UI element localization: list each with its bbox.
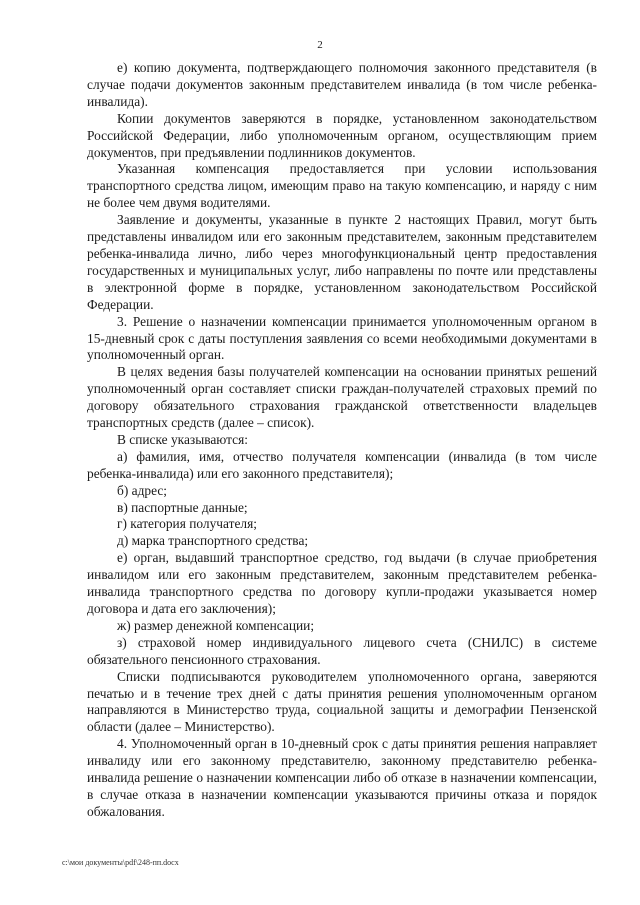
list-item: г) категория получателя; — [117, 516, 257, 532]
page-number: 2 — [317, 39, 323, 51]
paragraph: Копии документов заверяются в порядке, установленном законодательством Российской Федерации, либо уполномоченным органом, осуществляющим прием документов, при предъявлении подлинников документов. — [87, 110, 597, 160]
list-item: а) фамилия, имя, отчество получателя компенсации (инвалида (в том числе ребенка-инвалида) или его законного представителя); — [87, 448, 597, 481]
document-body — [87, 60, 597, 821]
list-item: ж) размер денежной компенсации; — [117, 617, 315, 633]
paragraph: Списки подписываются руководителем уполномоченного органа, заверяются печатью и в течение трех дней с даты принятия решения уполномоченным органом направляются в Министерство труда, социальной защиты и демографии Пензенской области (далее – Министерство). — [87, 668, 597, 735]
paragraph: 4. Уполномоченный орган в 10-дневный срок с даты принятия решения направляет инвалиду или его законному представителю, законному представителю ребенка-инвалида решение о назначении компенсации либо об отказе в назначении компенсации, в случае отказа в назначении компенсации указываются причины отказа и порядок обжалования. — [87, 736, 597, 819]
paragraph: В списке указываются: — [117, 431, 248, 447]
list-item: б) адрес; — [117, 482, 168, 498]
list-item: д) марка транспортного средства; — [117, 533, 309, 549]
paragraph: е) копию документа, подтверждающего полномочия законного представителя (в случае подачи документов законным представителем инвалида (в том числе ребенка-инвалида). — [87, 60, 597, 109]
paragraph: Заявление и документы, указанные в пункте 2 настоящих Правил, могут быть представлены инвалидом или его законным представителем, законным представителем ребенка-инвалида лично, либо через многофункциональный центр предоставления государственных и муниципальных услуг, либо направлены по почте или представлены в электронной форме в порядке, установленном законодательством Российской Федерации. — [87, 212, 597, 312]
paragraph: В целях ведения базы получателей компенсации на основании принятых решений уполномоченный орган составляет списки граждан-получателей страховых премий по договору обязательного страхования гражданской ответственности владельцев транспортных средств (далее – список). — [87, 364, 597, 431]
list-item: з) страховой номер индивидуального лицевого счета (СНИЛС) в системе обязательного пенсионного страхования. — [87, 634, 597, 667]
paragraph: Указанная компенсация предоставляется при условии использования транспортного средства лицом, имеющим право на такую компенсацию, и наряду с ним не более чем двумя водителями. — [87, 161, 597, 211]
footer-file-path: c:\мои документы\pdf\248-пп.docx — [62, 858, 179, 867]
list-item: в) паспортные данные; — [117, 499, 248, 515]
list-item: е) орган, выдавший транспортное средство, год выдачи (в случае приобретения инвалидом или его законным представителем, законным представителем ребенка-инвалида транспортного средства по договору купли-продажи указывается номер договора и дата его заключения); — [87, 550, 597, 616]
paragraph: 3. Решение о назначении компенсации принимается уполномоченным органом в 15-дневный срок с даты поступления заявления со всеми необходимыми документами в уполномоченный орган. — [87, 313, 597, 363]
